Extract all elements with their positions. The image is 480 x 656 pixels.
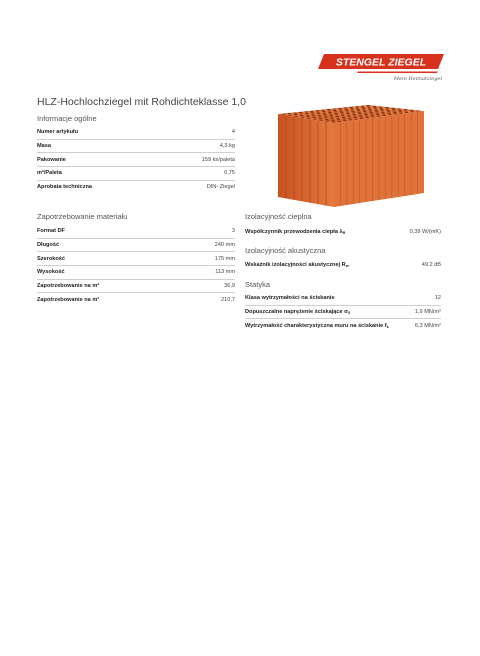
- brick-hole: [343, 120, 346, 121]
- brick-hole: [299, 112, 302, 113]
- table-row: Wysokość 113 mm: [37, 266, 235, 280]
- brick-hole: [344, 107, 347, 108]
- brick-hole: [377, 116, 380, 117]
- brick-hole: [311, 114, 314, 115]
- table-row: Format DF 3: [37, 225, 235, 239]
- brick-hole: [380, 109, 383, 110]
- brick-hole: [288, 113, 291, 114]
- brick-hole: [310, 111, 313, 112]
- brick-hole: [357, 110, 360, 111]
- brick-hole: [338, 121, 341, 122]
- table-row: Aprobata techniczna DIN- Ziegel: [37, 184, 235, 191]
- brick-hole: [300, 115, 303, 116]
- brick-hole: [362, 108, 365, 109]
- brick-hole: [305, 113, 308, 114]
- brick-hole: [350, 108, 353, 109]
- logo-brand-text: STENGEL ZIEGEL: [335, 56, 427, 69]
- table-row: Wytrzymałość charakterystyczna muru na ściskanie $f_k$ 6,3 MN/m²: [245, 322, 441, 329]
- brick-hole: [375, 111, 378, 112]
- brick-hole: [404, 109, 407, 110]
- brick-hole: [335, 113, 338, 114]
- brick-hole: [367, 105, 370, 106]
- brick-hole: [311, 112, 314, 113]
- brick-hole: [305, 111, 308, 112]
- brick-hole: [416, 111, 419, 112]
- brick-hole: [306, 116, 309, 117]
- brick-hole: [365, 116, 368, 117]
- brick-hole: [399, 111, 402, 112]
- brick-hole: [336, 118, 339, 119]
- brick-hole: [379, 107, 382, 108]
- brick-hole: [354, 117, 357, 118]
- brick-hole: [363, 111, 366, 112]
- brick-hole: [382, 114, 385, 115]
- brick-hole: [398, 109, 401, 110]
- brick-hole: [391, 108, 394, 109]
- brick-hole: [381, 112, 384, 113]
- brick-hole: [346, 112, 349, 113]
- brick-hole: [371, 117, 374, 118]
- brick-hole: [370, 113, 373, 114]
- brick-hole: [318, 116, 321, 117]
- brick-hole: [363, 110, 366, 111]
- brick-hole: [312, 115, 315, 116]
- brick-hole: [386, 110, 389, 111]
- brick-hole: [383, 115, 386, 116]
- brick-hole: [336, 116, 339, 117]
- brick-hole: [338, 108, 341, 109]
- brick-hole: [411, 111, 414, 112]
- table-row: Długość 240 mm: [37, 239, 235, 253]
- brick-hole: [405, 112, 408, 113]
- table-row: Numer artykułu 4: [37, 126, 235, 140]
- brick-hole: [364, 113, 367, 114]
- brick-hole: [353, 114, 356, 115]
- brick-hole: [352, 112, 355, 113]
- brick-hole: [371, 115, 374, 116]
- brick-hole: [356, 108, 359, 109]
- brick-hole: [359, 115, 362, 116]
- brick-hole: [342, 117, 345, 118]
- static-heading: Statyka: [245, 280, 271, 289]
- brick-hole: [410, 110, 413, 111]
- brick-hole: [339, 109, 342, 110]
- brick-hole: [346, 113, 349, 114]
- brick-hole: [385, 107, 388, 108]
- brick-hole: [323, 114, 326, 115]
- brick-hole: [326, 121, 329, 122]
- brick-hole: [340, 112, 343, 113]
- brick-hole: [398, 110, 401, 111]
- table-row: Wskaźnik izolacyjności akustycznej $R_w$ 49,2 dB: [245, 262, 441, 269]
- brick-hole: [347, 115, 350, 116]
- brick-hole: [404, 111, 407, 112]
- table-row: Współczynnik przewodzenia ciepła $\lambda_R$ 0,39 W/(mK): [245, 229, 441, 236]
- brick-hole: [367, 106, 370, 107]
- brick-hole: [360, 118, 363, 119]
- brick-hole: [331, 118, 334, 119]
- brick-hole: [341, 115, 344, 116]
- brick-hole: [322, 111, 325, 112]
- brick-hole: [322, 110, 325, 111]
- brick-hole: [295, 116, 298, 117]
- table-row: Zapotrzebowanie na m³ 210,7: [37, 296, 235, 303]
- brick-hole: [353, 116, 356, 117]
- brick-hole: [356, 109, 359, 110]
- brick-hole: [345, 110, 348, 111]
- brick-hole: [355, 106, 358, 107]
- brick-hole: [387, 111, 390, 112]
- page-title: HLZ-Hochlochziegel mit Rohdichteklasse 1,0: [37, 96, 246, 108]
- brick-hole: [354, 119, 357, 120]
- brick-hole: [399, 113, 402, 114]
- brick-hole: [316, 110, 319, 111]
- brick-hole: [337, 119, 340, 120]
- brick-hole: [334, 111, 337, 112]
- brick-hole: [330, 117, 333, 118]
- brick-hole: [366, 117, 369, 118]
- brick-hole: [381, 111, 384, 112]
- brick-hole: [293, 113, 296, 114]
- table-row: Klasa wytrzymałości na ściskanie 12: [245, 292, 441, 306]
- brick-hole: [301, 117, 304, 118]
- brick-hole: [348, 118, 351, 119]
- brick-hole: [327, 109, 330, 110]
- brick-hole: [361, 106, 364, 107]
- brick-hole: [328, 111, 331, 112]
- brick-hole: [325, 119, 328, 120]
- brick-hole: [330, 115, 333, 116]
- brick-hole: [325, 117, 328, 118]
- brick-hole: [376, 113, 379, 114]
- brick-hole: [341, 114, 344, 115]
- brick-hole: [317, 112, 320, 113]
- brick-hole: [317, 113, 320, 114]
- acoustic-heading: Izolacyjność akustyczna: [245, 246, 326, 255]
- brick-hole: [351, 110, 354, 111]
- brick-hole: [300, 114, 303, 115]
- brick-hole: [328, 112, 331, 113]
- brick-hole: [345, 109, 348, 110]
- brick-hole: [359, 116, 362, 117]
- table-row: Pakowanie 159 ks/paleta: [37, 153, 235, 167]
- brick-hole: [350, 107, 353, 108]
- brick-hole: [335, 114, 338, 115]
- brick-hole: [333, 109, 336, 110]
- table-row: m²/Paleta 0,75: [37, 167, 235, 181]
- acoustic-table: [245, 259, 441, 272]
- brick-hole: [358, 112, 361, 113]
- brick-hole: [388, 113, 391, 114]
- brick-hole: [348, 116, 351, 117]
- brick-hole: [380, 108, 383, 109]
- table-row: Dopuszczalne naprężenie ściskające $\sigma_0$ 1,9 MN/m²: [245, 306, 441, 320]
- brick-hole: [288, 115, 291, 116]
- brick-hole: [282, 114, 285, 115]
- brick-hole: [332, 122, 335, 123]
- brick-hole: [365, 114, 368, 115]
- brick-hole: [351, 111, 354, 112]
- thermal-heading: Izolacyjność cieplna: [245, 212, 312, 221]
- brick-hole: [373, 106, 376, 107]
- brick-hole: [324, 116, 327, 117]
- brick-hole: [376, 114, 379, 115]
- brick-hole: [343, 119, 346, 120]
- brick-hole: [394, 114, 397, 115]
- brick-hole: [358, 113, 361, 114]
- brick-hole: [313, 119, 316, 120]
- thermal-table: [245, 226, 441, 239]
- brick-hole: [307, 118, 310, 119]
- static-table: [245, 292, 441, 332]
- logo-tagline: Mein Heimatziegel: [393, 76, 442, 82]
- general-table: [37, 126, 235, 193]
- brick-hole: [393, 112, 396, 113]
- table-row: Masa 4,3 kg: [37, 140, 235, 154]
- brick-hole: [393, 111, 396, 112]
- brick-hole: [375, 110, 378, 111]
- brick-hole: [306, 115, 309, 116]
- brick-hole: [370, 112, 373, 113]
- brick-hole: [374, 108, 377, 109]
- material-heading: Zapotrzebowanie materiału: [37, 212, 128, 221]
- general-heading: Informacje ogólne: [37, 114, 97, 123]
- brick-hole: [369, 111, 372, 112]
- brick-hole: [313, 117, 316, 118]
- brick-hole: [331, 120, 334, 121]
- brick-hole: [329, 114, 332, 115]
- stengel-ziegel-logo: [318, 53, 444, 83]
- brick-hole: [319, 118, 322, 119]
- brick-hole: [392, 109, 395, 110]
- table-row: Zapotrzebowanie na m² 36,9: [37, 280, 235, 294]
- brick-hole: [388, 114, 391, 115]
- brick-hole: [362, 107, 365, 108]
- brick-hole: [373, 107, 376, 108]
- brick-hole: [320, 120, 323, 121]
- brick-hole: [349, 119, 352, 120]
- brick-hole: [386, 109, 389, 110]
- brick-hole: [333, 110, 336, 111]
- brick-hole: [368, 109, 371, 110]
- brick-hole: [368, 108, 371, 109]
- table-row: Szerokość 175 mm: [37, 252, 235, 266]
- brick-hole: [323, 113, 326, 114]
- material-table: [37, 225, 235, 306]
- brick-product-image: [260, 99, 426, 209]
- brick-hole: [318, 115, 321, 116]
- brick-hole: [340, 111, 343, 112]
- brick-hole: [294, 114, 297, 115]
